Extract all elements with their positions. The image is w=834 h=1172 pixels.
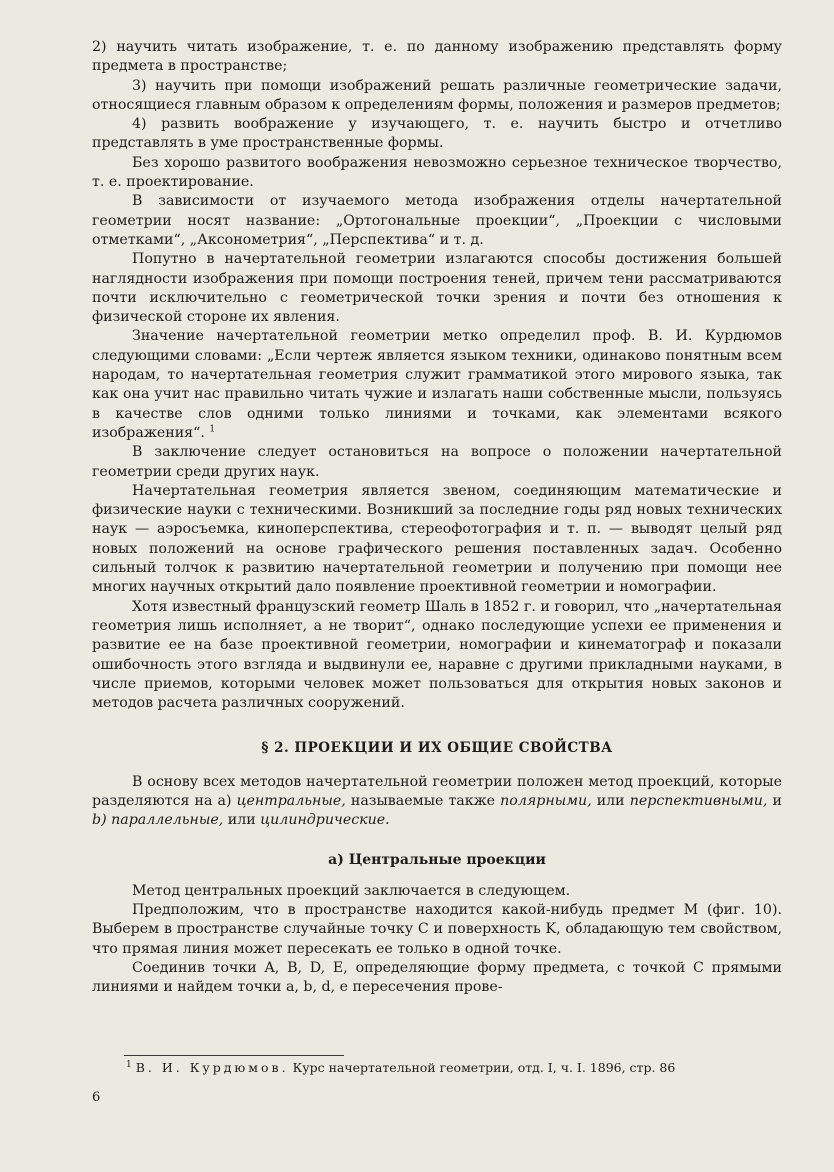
page-number: 6: [92, 1090, 101, 1105]
footnote-author: В. И. Курдюмов.: [135, 1060, 289, 1075]
intro-text-4: и: [767, 792, 782, 809]
term-central: центральные,: [236, 792, 346, 809]
footnote-mark: 1: [209, 424, 216, 435]
quote-text: Значение начертательной геометрии метко определил проф. В. И. Курдюмов следующими словами: „Если чертеж является языком техники, одинаково понятным всем народам, то начертательная геометрия служит грамматикой этого мирового языка, так как она учит нас правильно читать чужие и излагать наши собственные мысли, пользуясь в качестве слов одними только линиями и точками, как элементами всякого изображения“.: [92, 328, 782, 441]
paragraph-item-4: 4) развить воображение у изучающего, т. е. научить быстро и отчетливо представлять в уме пространственные формы.: [92, 116, 782, 152]
paragraph-sections: В зависимости от изучаемого метода изображения отделы начертательной геометрии носят название: „Ортогональные проекции“, „Проекции с числовыми отметками“, „Аксонометрия“, „Перспектива“ и т. д.: [92, 193, 782, 248]
footnote: [126, 1060, 786, 1076]
paragraph-item-2: 2) научить читать изображение, т. е. по данному изображению представлять форму предмета в пространстве;: [92, 39, 782, 75]
footnote-text: Курс начертательной геометрии, отд. I, ч. I. 1896, стр. 86: [292, 1060, 676, 1075]
page-body: [92, 38, 782, 998]
paragraph-shadows: Попутно в начертательной геометрии излагаются способы достижения большей наглядности изображения при помощи построения теней, причем тени рассматриваются почти исключительно с геометрической точки зрения и почти без отношения к физической стороне их явления.: [92, 251, 782, 326]
footnote-divider: [124, 1055, 344, 1056]
term-perspective: перспективными,: [629, 792, 768, 809]
paragraph-section-intro: [92, 773, 782, 831]
paragraph-imagination: Без хорошо развитого воображения невозможно серьезное техническое творчество, т. е. проектирование.: [92, 154, 782, 191]
intro-text-3: или: [591, 792, 630, 809]
term-polar: полярными,: [500, 792, 592, 809]
subsection-heading: а) Центральные проекции: [328, 851, 546, 868]
section-heading: § 2. ПРОЕКЦИИ И ИХ ОБЩИЕ СВОЙСТВА: [261, 740, 613, 757]
paragraph-method: Метод центральных проекций заключается в следующем.: [132, 882, 571, 899]
intro-text-5: или: [223, 812, 261, 829]
intro-text-2: называемые также: [345, 792, 501, 809]
intro-text-1: В основу всех методов начертательной геометрии положен метод проекций, которые разделяются на а): [92, 773, 782, 809]
paragraph-conclusion: В заключение следует остановиться на вопросе о положении начертательной геометрии среди других наук.: [92, 444, 782, 480]
paragraph-chasles: Хотя известный французский геометр Шаль в 1852 г. и говорил, что „начертательная геометрия лишь исполняет, а не творит“, однако последующие успехи ее применения и развитие ее на базе проективной геометрии, номографии и кинематограф и показали ошибочность этого взгляда и выдвинули ее, наравне с другими прикладными науками, в числе приемов, которыми человек может пользоваться для открытия новых законов и методов расчета различных сооружений.: [92, 598, 782, 712]
paragraph-suppose: Предположим, что в пространстве находится какой-нибудь предмет M (фиг. 10). Выберем в пространстве случайные точку C и поверхность K, обладающую тем свойством, что прямая линия может пересекать ее только в одной точке.: [92, 902, 782, 957]
paragraph-link-sciences: Начертательная геометрия является звеном, соединяющим математические и физические науки с техническими. Возникший за последние годы ряд новых технических наук — аэросъемка, киноперспектива, стереофотография и т. п. — выводят целый ряд новых положений на основе графического решения поставленных задач. Особенно сильный толчок к развитию начертательной геометрии и получению при помощи нее многих научных открытий дало появление проективной геометрии и номографии.: [92, 482, 782, 596]
paragraph-connect-points: Соединив точки A, B, D, E, определяющие форму предмета, с точкой C прямыми линиями и найдем точки a, b, d, e пересечения прове-: [92, 960, 782, 996]
paragraph-item-3: 3) научить при помощи изображений решать различные геометрические задачи, относящиеся главным образом к определениям формы, положения и размеров предметов;: [92, 77, 782, 113]
footnote-number: 1: [126, 1059, 132, 1070]
term-parallel: b) параллельные,: [92, 812, 224, 829]
term-cylindrical: цилиндрические.: [260, 812, 390, 829]
paragraph-kurdyumov-quote: [92, 327, 782, 443]
